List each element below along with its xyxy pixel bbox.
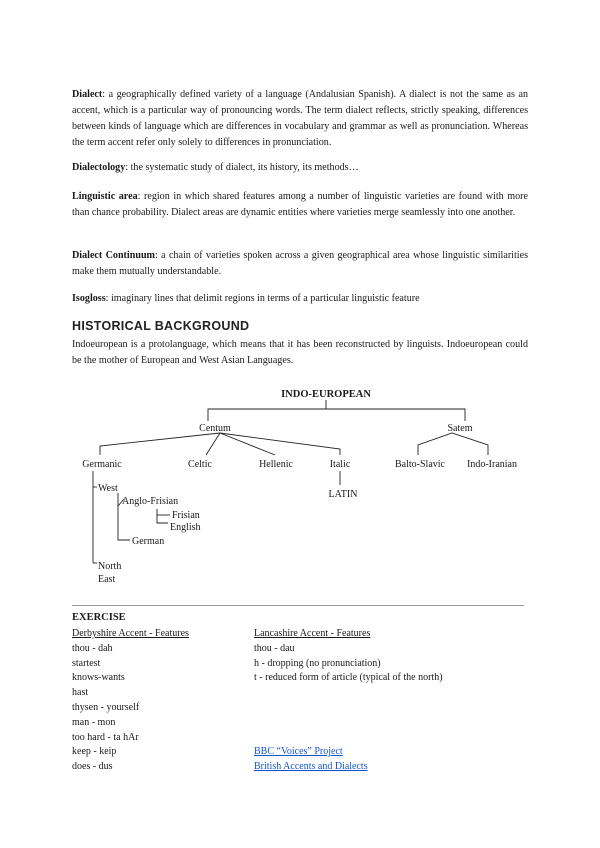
- horizontal-divider: [72, 605, 524, 606]
- derbyshire-item: hast: [72, 687, 89, 699]
- link-british-accents-and-dialects[interactable]: British Accents and Dialects: [254, 761, 368, 773]
- exercise-title: EXERCISE: [72, 612, 126, 623]
- definition-dialect-continuum: [72, 248, 528, 280]
- node-english: English: [170, 522, 201, 533]
- node-west: West: [98, 483, 118, 494]
- node-anglo-frisian: Anglo-Frisian: [122, 496, 179, 507]
- node-italic: Italic: [329, 459, 351, 470]
- derbyshire-column: [72, 627, 189, 775]
- derbyshire-item: knows-wants: [72, 672, 125, 684]
- derbyshire-header: Derbyshire Accent - Features: [72, 628, 189, 639]
- node-balto-slavic: Balto-Slavic: [395, 459, 445, 470]
- centum-italic-line: [220, 433, 340, 455]
- list-spacer: [254, 701, 443, 716]
- term-dialectology: Dialectology: [72, 162, 126, 173]
- list-spacer: [254, 731, 443, 746]
- node-north: North: [98, 561, 122, 572]
- root-bracket: [208, 409, 465, 421]
- term-isogloss: Isogloss: [72, 293, 106, 304]
- node-german: German: [132, 536, 165, 547]
- lancashire-item: h - dropping (no pronunciation): [254, 657, 381, 669]
- historical-paragraph: Indoeuropean is a protolanguage, which means that it has been reconstructed by linguists. Indoeuropean could be the mother of European and West Asian Languages.: [72, 339, 528, 366]
- term-dialect-continuum: Dialect Continuum: [72, 250, 155, 261]
- derbyshire-item: thysen - yourself: [72, 701, 140, 713]
- definition-dialectology-text: : the systematic study of dialect, its history, its methods…: [125, 162, 359, 173]
- derbyshire-item: too hard - ta hAr: [72, 731, 139, 743]
- language-family-tree: [0, 383, 600, 593]
- derbyshire-item: startest: [72, 657, 101, 669]
- node-centum: Centum: [199, 423, 231, 434]
- definition-dialectology: [72, 160, 528, 176]
- node-frisian: Frisian: [172, 510, 200, 521]
- definition-dialect-continuum-text: : a chain of varieties spoken across a given geographical area whose linguistic similarities make them mutually understandable.: [72, 250, 529, 277]
- derbyshire-item: man - mon: [72, 716, 116, 728]
- lancashire-header: Lancashire Accent - Features: [254, 628, 371, 639]
- term-linguistic-area: Linguistic area: [72, 191, 138, 202]
- definition-isogloss: [72, 291, 528, 307]
- derbyshire-item: does - dus: [72, 761, 113, 773]
- node-hellenic: Hellenic: [259, 459, 293, 470]
- node-celtic: Celtic: [188, 459, 212, 470]
- node-indo-iranian: Indo-Iranian: [467, 459, 517, 470]
- node-east: East: [98, 574, 116, 585]
- definition-linguistic-area: [72, 189, 528, 221]
- list-spacer: [254, 686, 443, 701]
- definition-dialect: [72, 87, 528, 151]
- derbyshire-item: thou - dah: [72, 642, 113, 654]
- section-heading-historical: HISTORICAL BACKGROUND: [72, 319, 250, 333]
- node-germanic: Germanic: [82, 459, 122, 470]
- node-indo-european: INDO-EUROPEAN: [281, 389, 371, 400]
- definition-linguistic-area-text: : region in which shared features among a number of linguistic varieties are found with more than chance probability. Dialect areas are dynamic entities where varieties merge seamlessly into one another.: [72, 191, 528, 218]
- node-satem: Satem: [447, 423, 473, 434]
- definition-dialect-text: : a geographically defined variety of a language (Andalusian Spanish). A dialect is not the same as an accent, which is a particular way of pronouncing words. The term dialect reflects, strictly speaking, differences between kinds of language which are differences in vocabulary and grammar as well as pronunciation. Whereas the term accent refer only solely to differences in pronunciation.: [72, 89, 528, 148]
- centum-celtic-line: [206, 433, 220, 455]
- anglo-frisian-subtree: [157, 509, 168, 523]
- definition-isogloss-text: : imaginary lines that delimit regions in terms of a particular linguistic feature: [105, 293, 420, 304]
- node-latin: LATIN: [328, 489, 358, 500]
- term-dialect: Dialect: [72, 89, 103, 100]
- lancashire-column: [254, 627, 443, 775]
- link-bbc-voices-project[interactable]: BBC “Voices” Project: [254, 746, 343, 758]
- satem-branches: [418, 433, 488, 455]
- lancashire-item: t - reduced form of article (typical of the north): [254, 672, 443, 684]
- derbyshire-item: keep - keip: [72, 746, 117, 758]
- lancashire-item: thou - dau: [254, 642, 295, 654]
- list-spacer: [254, 716, 443, 731]
- centum-germanic-line: [100, 433, 220, 455]
